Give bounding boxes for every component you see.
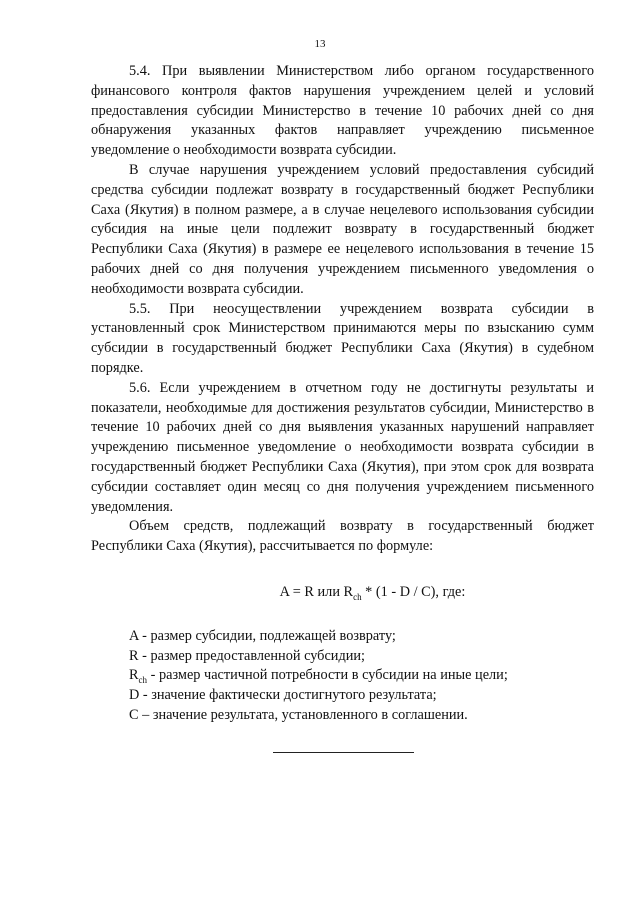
legend-rch-suffix: - размер частичной потребности в субсидии на иные цели; <box>147 667 508 684</box>
legend-line-c: C – значение результата, установленного в соглашении. <box>129 706 468 723</box>
legend-line-d: D - значение фактически достигнутого результата; <box>129 687 437 704</box>
legend-rch-prefix: R <box>129 667 139 684</box>
legend-line-rch <box>91 666 594 686</box>
paragraph-5-6: 5.6. Если учреждением в отчетном году не достигнуты результаты и показатели, необходимые для достижения результатов субсидии, Министерство в течение 10 рабочих дней со дня выявления указанных нарушений направляет учреждению письменное уведомление о необходимости возврата субсидии в государственный бюджет Республики Саха (Якутия), при этом срок для возврата субсидии составляет один месяц со дня получения учреждением письменного уведомления. <box>91 379 594 515</box>
formula-prefix: A = R или R <box>279 583 354 600</box>
end-rule-divider <box>273 752 414 753</box>
legend-line-r: R - размер предоставленной субсидии; <box>129 647 366 664</box>
paragraph-5-4: 5.4. При выявлении Министерством либо органом государственного финансового контроля фактов нарушения учреждением целей и условий предоставления субсидии Министерство в течение 10 рабочих дней со дня обнаружения указанных фактов направляет учреждению письменное уведомление о необходимости возврата субсидии. <box>91 63 594 159</box>
refund-formula <box>91 583 594 603</box>
legend-rch-subscript: ch <box>138 675 148 686</box>
paragraph-formula-intro: Объем средств, подлежащий возврату в государственный бюджет Республики Саха (Якутия), рассчитывается по формуле: <box>91 518 594 555</box>
paragraph-violation-refund: В случае нарушения учреждением условий предоставления субсидий средства субсидии подлежат возврату в государственный бюджет Республики Саха (Якутия) в полном размере, а в случае нецелевого использования субсидии субсидия на иные цели подлежит возврату в государственный бюджет Республики Саха (Якутия) в размере ее нецелевого использования в течение 15 рабочих дней со дня получения учреждением письменного уведомления о необходимости возврата субсидии. <box>91 161 594 297</box>
formula-suffix: * (1 - D / C), где: <box>361 583 466 600</box>
document-body <box>91 62 594 726</box>
page-number: 13 <box>314 38 326 50</box>
formula-subscript: ch <box>353 591 362 602</box>
legend-line-a: A - размер субсидии, подлежащей возврату; <box>129 627 396 644</box>
paragraph-5-5: 5.5. При неосуществлении учреждением возврата субсидии в установленный срок Министерством принимаются меры по взысканию сумм субсидии в государственный бюджет Республики Саха (Якутия) в судебном порядке. <box>91 300 594 376</box>
formula-legend <box>91 627 594 726</box>
